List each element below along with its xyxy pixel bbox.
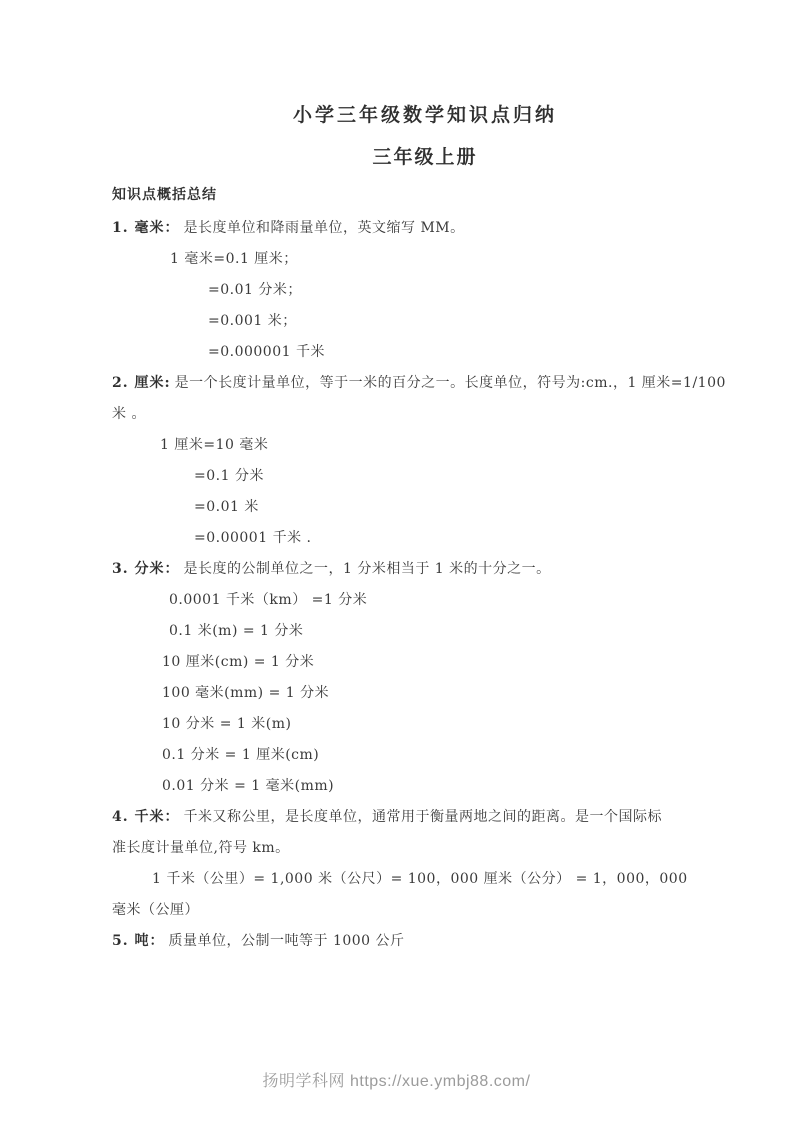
section-3-line: 10 厘米(cm) = 1 分米 [162,654,315,670]
section-2-line: 1 厘米=10 毫米 [160,437,269,453]
section-2-line: =0.01 米 [194,499,259,515]
section-3-line: 0.1 分米 = 1 厘米(cm) [162,747,320,763]
section-4-label: 4. 千米： [112,809,180,825]
section-4-intro: 千米又称公里，是长度单位，通常用于衡量两地之间的距离。是一个国际标 [183,809,662,825]
section-4-line: 1 千米（公里）= 1,000 米（公尺）= 100，000 厘米（公分） = 1，000，000 [152,871,688,887]
section-1-line: =0.001 米； [208,313,297,329]
section-1-label: 1. 毫米： [112,220,180,236]
section-3-line: 0.1 米(m) = 1 分米 [169,623,304,639]
section-2-line: =0.00001 千米 . [194,530,312,546]
section-2-line: =0.1 分米 [194,468,264,484]
document-subtitle: 三年级上册 [372,146,478,168]
section-1-line: =0.000001 千米 [208,344,325,360]
section-5-label: 5. 吨： [112,933,165,949]
section-1-line: 1 毫米=0.1 厘米； [170,251,298,267]
section-4-intro-continuation: 准长度计量单位,符号 km。 [112,840,290,856]
section-3-label: 3. 分米： [112,561,180,577]
section-3-line: 0.01 分米 = 1 毫米(mm) [162,778,335,794]
site-watermark: 扬明学科网 https://xue.ymbj88.com/ [262,1073,531,1090]
section-3-line: 0.0001 千米（km） =1 分米 [169,592,368,608]
section-1-heading [112,213,738,244]
section-4-heading [112,802,738,833]
document-title: 小学三年级数学知识点归纳 [292,104,557,126]
summary-heading: 知识点概括总结 [112,187,217,203]
section-2-intro-continuation: 米 。 [112,406,146,422]
section-3-line: 100 毫米(mm) = 1 分米 [162,685,330,701]
section-3-line: 10 分米 = 1 米(m) [162,716,292,732]
section-3-heading [112,554,738,585]
section-2-label: 2. 厘米: [112,375,171,391]
section-3-intro: 是长度的公制单位之一，1 分米相当于 1 米的十分之一。 [183,561,551,577]
section-1-intro: 是长度单位和降雨量单位，英文缩写 MM。 [183,220,465,236]
section-1-line: =0.01 分米； [208,282,302,298]
section-2-heading [112,368,738,399]
section-5-intro: 质量单位，公制一吨等于 1000 公斤 [168,933,405,949]
section-2-intro: 是一个长度计量单位，等于一米的百分之一。长度单位，符号为:cm.，1 厘米=1/100 [174,375,726,391]
section-4-line-continuation: 毫米（公厘） [112,902,199,918]
section-5-heading [112,926,738,957]
